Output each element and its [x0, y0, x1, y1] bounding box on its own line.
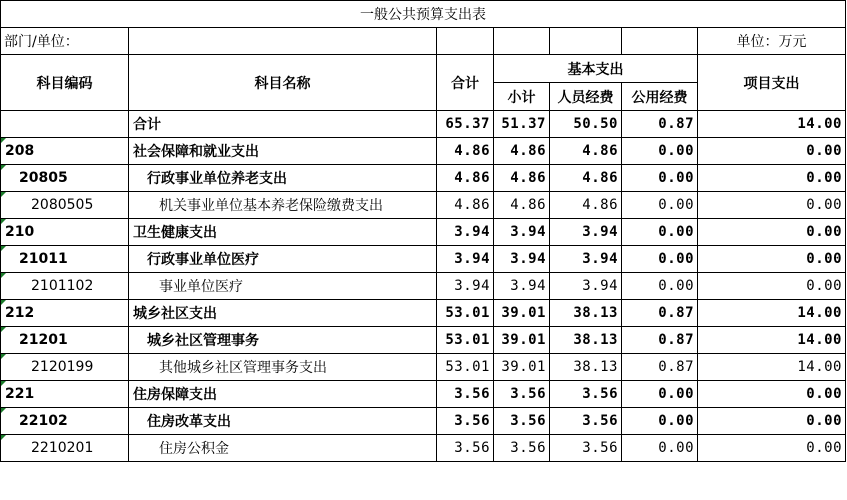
cell-subtotal[interactable]: 4.86: [494, 138, 550, 165]
cell-name[interactable]: 城乡社区管理事务: [129, 327, 437, 354]
dept-value-cell[interactable]: [129, 28, 437, 55]
cell-personnel[interactable]: 38.13: [550, 327, 622, 354]
cell-subtotal[interactable]: 39.01: [494, 354, 550, 381]
cell-code[interactable]: 2120199: [1, 354, 129, 381]
header-personnel: 人员经费: [550, 83, 622, 111]
cell-name[interactable]: 合计: [129, 111, 437, 138]
cell-subtotal[interactable]: 39.01: [494, 300, 550, 327]
cell-personnel[interactable]: 3.56: [550, 435, 622, 462]
unit-label: 单位：万元: [698, 28, 846, 55]
cell-code[interactable]: 22102: [1, 408, 129, 435]
cell-code[interactable]: 208: [1, 138, 129, 165]
cell-project[interactable]: 14.00: [698, 300, 846, 327]
table-row: [1, 219, 846, 246]
cell-public[interactable]: 0.00: [622, 165, 698, 192]
cell-project[interactable]: 0.00: [698, 165, 846, 192]
cell-personnel[interactable]: 3.56: [550, 408, 622, 435]
cell-project[interactable]: 0.00: [698, 138, 846, 165]
cell-public[interactable]: 0.00: [622, 435, 698, 462]
cell-personnel[interactable]: 3.56: [550, 381, 622, 408]
cell-public[interactable]: 0.00: [622, 273, 698, 300]
cell-total[interactable]: 65.37: [437, 111, 494, 138]
header-subtotal: 小计: [494, 83, 550, 111]
cell-project[interactable]: 14.00: [698, 111, 846, 138]
empty-cell[interactable]: [550, 28, 622, 55]
cell-public[interactable]: 0.00: [622, 192, 698, 219]
cell-total[interactable]: 53.01: [437, 327, 494, 354]
cell-project[interactable]: 0.00: [698, 219, 846, 246]
cell-total[interactable]: 3.94: [437, 273, 494, 300]
table-row: [1, 300, 846, 327]
table-row: [1, 381, 846, 408]
table-row: [1, 435, 846, 462]
cell-project[interactable]: 0.00: [698, 192, 846, 219]
cell-total[interactable]: 3.94: [437, 246, 494, 273]
table-row: [1, 165, 846, 192]
cell-subtotal[interactable]: 4.86: [494, 165, 550, 192]
table-row: [1, 354, 846, 381]
cell-personnel[interactable]: 3.94: [550, 219, 622, 246]
cell-public[interactable]: 0.00: [622, 138, 698, 165]
cell-name[interactable]: 机关事业单位基本养老保险缴费支出: [129, 192, 437, 219]
cell-total[interactable]: 4.86: [437, 165, 494, 192]
cell-subtotal[interactable]: 3.94: [494, 219, 550, 246]
header-name: 科目名称: [129, 55, 437, 111]
page-title: 一般公共预算支出表: [1, 1, 846, 28]
cell-personnel[interactable]: 4.86: [550, 138, 622, 165]
title-row: [1, 1, 846, 28]
cell-total[interactable]: 3.56: [437, 435, 494, 462]
cell-public[interactable]: 0.87: [622, 354, 698, 381]
cell-subtotal[interactable]: 4.86: [494, 192, 550, 219]
cell-name[interactable]: 住房改革支出: [129, 408, 437, 435]
cell-code[interactable]: 20805: [1, 165, 129, 192]
cell-project[interactable]: 0.00: [698, 246, 846, 273]
cell-subtotal[interactable]: 3.94: [494, 273, 550, 300]
cell-total[interactable]: 53.01: [437, 354, 494, 381]
cell-code[interactable]: 2101102: [1, 273, 129, 300]
cell-public[interactable]: 0.00: [622, 246, 698, 273]
cell-code[interactable]: 21011: [1, 246, 129, 273]
cell-total[interactable]: 4.86: [437, 192, 494, 219]
header-code: 科目编码: [1, 55, 129, 111]
cell-public[interactable]: 0.00: [622, 219, 698, 246]
cell-total[interactable]: 4.86: [437, 138, 494, 165]
cell-project[interactable]: 0.00: [698, 381, 846, 408]
table-row: [1, 111, 846, 138]
cell-public[interactable]: 0.87: [622, 111, 698, 138]
cell-name[interactable]: 住房公积金: [129, 435, 437, 462]
table-row: [1, 246, 846, 273]
cell-subtotal[interactable]: 3.94: [494, 246, 550, 273]
header-row-1: [1, 55, 846, 83]
cell-project[interactable]: 14.00: [698, 354, 846, 381]
cell-name[interactable]: 其他城乡社区管理事务支出: [129, 354, 437, 381]
cell-name[interactable]: 事业单位医疗: [129, 273, 437, 300]
cell-public[interactable]: 0.87: [622, 300, 698, 327]
table-row: [1, 327, 846, 354]
cell-subtotal[interactable]: 3.56: [494, 381, 550, 408]
empty-cell[interactable]: [437, 28, 494, 55]
cell-project[interactable]: 0.00: [698, 435, 846, 462]
meta-row: [1, 28, 846, 55]
cell-name[interactable]: 卫生健康支出: [129, 219, 437, 246]
table-row: [1, 408, 846, 435]
cell-total[interactable]: 53.01: [437, 300, 494, 327]
cell-code[interactable]: 21201: [1, 327, 129, 354]
cell-personnel[interactable]: 38.13: [550, 354, 622, 381]
table-row: [1, 273, 846, 300]
table-row: [1, 138, 846, 165]
cell-personnel[interactable]: 50.50: [550, 111, 622, 138]
cell-personnel[interactable]: 3.94: [550, 273, 622, 300]
cell-subtotal[interactable]: 51.37: [494, 111, 550, 138]
header-total: 合计: [437, 55, 494, 111]
empty-cell[interactable]: [622, 28, 698, 55]
table-row: [1, 192, 846, 219]
cell-name[interactable]: 城乡社区支出: [129, 300, 437, 327]
cell-personnel[interactable]: 3.94: [550, 246, 622, 273]
cell-subtotal[interactable]: 3.56: [494, 435, 550, 462]
cell-code[interactable]: 221: [1, 381, 129, 408]
dept-label: 部门/单位：: [1, 28, 129, 55]
cell-project[interactable]: 0.00: [698, 408, 846, 435]
cell-total[interactable]: 3.56: [437, 381, 494, 408]
cell-name[interactable]: 行政事业单位医疗: [129, 246, 437, 273]
cell-personnel[interactable]: 4.86: [550, 165, 622, 192]
table-body: [1, 1, 846, 111]
empty-cell[interactable]: [494, 28, 550, 55]
cell-code[interactable]: 210: [1, 219, 129, 246]
cell-subtotal[interactable]: 39.01: [494, 327, 550, 354]
cell-name[interactable]: 社会保障和就业支出: [129, 138, 437, 165]
cell-public[interactable]: 0.00: [622, 381, 698, 408]
cell-public[interactable]: 0.00: [622, 408, 698, 435]
header-public: 公用经费: [622, 83, 698, 111]
cell-personnel[interactable]: 38.13: [550, 300, 622, 327]
cell-name[interactable]: 住房保障支出: [129, 381, 437, 408]
cell-code[interactable]: 2210201: [1, 435, 129, 462]
cell-code[interactable]: [1, 111, 129, 138]
cell-project[interactable]: 14.00: [698, 327, 846, 354]
cell-total[interactable]: 3.56: [437, 408, 494, 435]
cell-code[interactable]: 212: [1, 300, 129, 327]
cell-subtotal[interactable]: 3.56: [494, 408, 550, 435]
cell-project[interactable]: 0.00: [698, 273, 846, 300]
header-basic: 基本支出: [494, 55, 698, 83]
cell-public[interactable]: 0.87: [622, 327, 698, 354]
header-project: 项目支出: [698, 55, 846, 111]
cell-code[interactable]: 2080505: [1, 192, 129, 219]
cell-name[interactable]: 行政事业单位养老支出: [129, 165, 437, 192]
data-rows: [1, 111, 846, 462]
cell-personnel[interactable]: 4.86: [550, 192, 622, 219]
cell-total[interactable]: 3.94: [437, 219, 494, 246]
